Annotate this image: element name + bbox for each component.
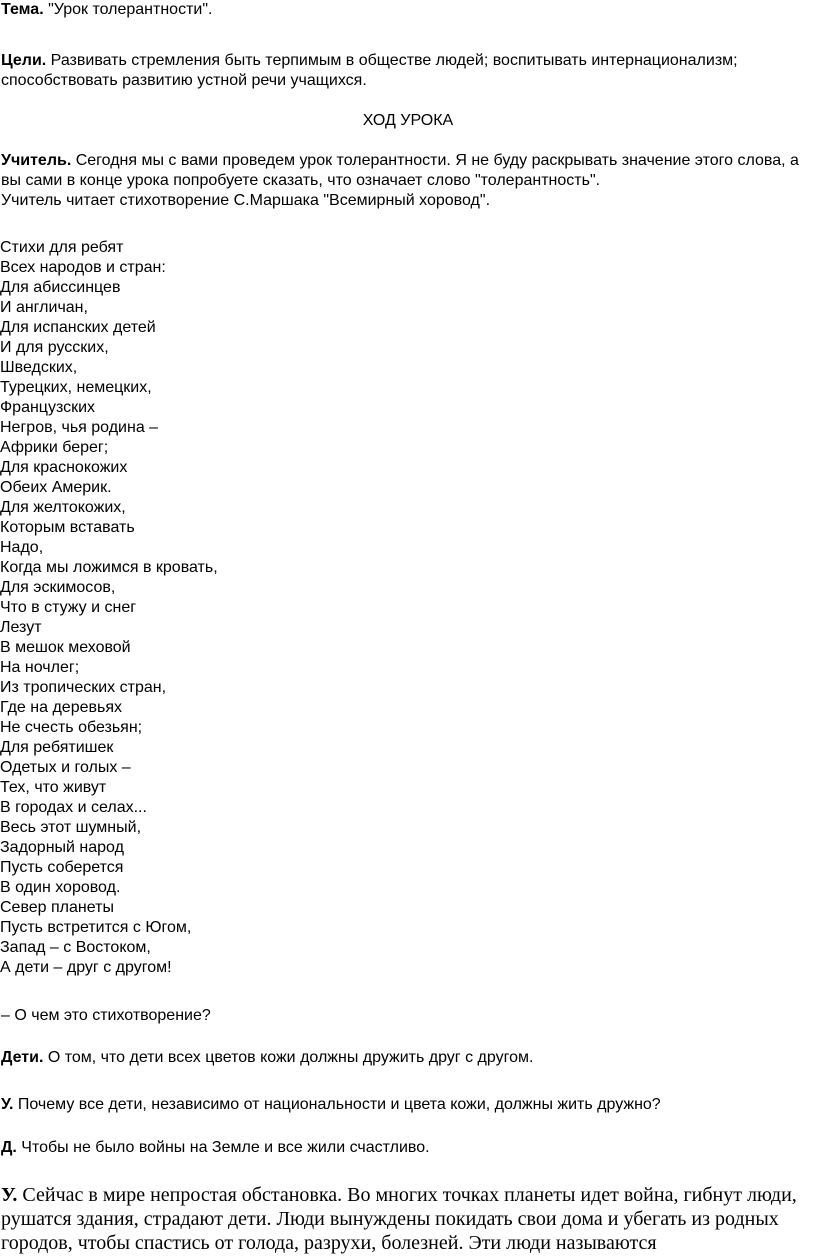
lesson-theme xyxy=(0,0,812,20)
poem-line: Обеих Америк. xyxy=(0,479,112,496)
poem-line: Стихи для ребят xyxy=(0,239,124,256)
poem-line: Для испанских детей xyxy=(0,319,156,336)
poem-line: А дети – друг с другом! xyxy=(0,959,172,976)
children-answer-2 xyxy=(0,1138,812,1158)
poem-line: Всех народов и стран: xyxy=(0,259,166,276)
teacher-final-label: У. xyxy=(1,1184,18,1206)
poem-line: Африки берег; xyxy=(0,439,109,456)
poem-line: Не счесть обезьян; xyxy=(0,719,143,736)
poem-line: Для ребятишек xyxy=(0,739,114,756)
poem-line: Лезут xyxy=(0,619,42,636)
teacher-question-2-text: Почему все дети, независимо от национальности и цвета кожи, должны жить дружно? xyxy=(13,1096,661,1113)
teacher-intro-paragraph xyxy=(0,151,812,191)
lesson-theme-paragraph xyxy=(0,0,812,20)
poem-line: Из тропических стран, xyxy=(0,679,167,696)
teacher-label: Учитель. xyxy=(1,152,72,169)
poem xyxy=(0,238,812,978)
theme-text: "Урок толерантности". xyxy=(43,1,213,18)
poem-line: В городах и селах... xyxy=(0,799,147,816)
poem-line: Одетых и голых – xyxy=(0,759,131,776)
lesson-goals xyxy=(0,51,812,91)
teacher-short-label: У. xyxy=(1,1096,14,1113)
discussion-question xyxy=(0,1006,812,1026)
children-answer-2-paragraph xyxy=(0,1138,812,1158)
teacher-final-text: Сейчас в мире непростая обстановка. Во многих точках планеты идет война, гибнут люди, рушатся здания, страдают дети. Люди вынуждены покидать свои дома и убегать из родных городов, чтобы спастись от голода, разрухи, болезней. Эти люди называются xyxy=(1,1184,797,1254)
poem-line: Турецких, немецких, xyxy=(0,379,152,396)
poem-line: В мешок меховой xyxy=(0,639,131,656)
children-short-label: Д. xyxy=(1,1139,17,1156)
poem-line: Пусть соберется xyxy=(0,859,124,876)
poem-line: Для желтокожих, xyxy=(0,499,126,516)
teacher-question-2 xyxy=(0,1095,812,1115)
poem-line: Север планеты xyxy=(0,899,114,916)
poem-line: Французских xyxy=(0,399,96,416)
poem-line: Запад – с Востоком, xyxy=(0,939,151,956)
children-label: Дети. xyxy=(1,1049,44,1066)
poem-line: Надо, xyxy=(0,539,44,556)
children-answer-paragraph xyxy=(0,1048,812,1068)
poem-line: И для русских, xyxy=(0,339,109,356)
poem-line: Негров, чья родина – xyxy=(0,419,159,436)
poem-line: Что в стужу и снег xyxy=(0,599,137,616)
poem-line: Когда мы ложимся в кровать, xyxy=(0,559,218,576)
lesson-goals-paragraph xyxy=(0,51,812,91)
poem-line: Для краснокожих xyxy=(0,459,128,476)
poem-line: Тех, что живут xyxy=(0,779,107,796)
lesson-progress-heading: ХОД УРОКА xyxy=(362,112,454,129)
teacher-final-paragraph xyxy=(0,1183,812,1255)
poem-line: Задорный народ xyxy=(0,839,124,856)
poem-line: Для абиссинцев xyxy=(0,279,121,296)
goals-label: Цели. xyxy=(1,52,47,69)
children-answer xyxy=(0,1048,812,1068)
goals-text: Развивать стремления быть терпимым в обществе людей; воспитывать интернационализм; способствовать развитию устной речи учащихся. xyxy=(1,52,738,89)
theme-label: Тема. xyxy=(1,1,44,18)
children-answer-2-text: Чтобы не было войны на Земле и все жили счастливо. xyxy=(16,1139,430,1156)
poem-line: Пусть встретится с Югом, xyxy=(0,919,192,936)
poem-line: На ночлег; xyxy=(0,659,80,676)
question-text: – О чем это стихотворение? xyxy=(1,1007,211,1024)
poem-line: Весь этот шумный, xyxy=(0,819,142,836)
poem-line: Которым вставать xyxy=(0,519,135,536)
teacher-intro-text: Сегодня мы с вами проведем урок толерантности. Я не буду раскрывать значение этого слова, а вы сами в конце урока попробуете сказать, что означает слово "толерантность". xyxy=(1,152,799,189)
poem-line: И англичан, xyxy=(0,299,88,316)
teacher-reading-note: Учитель читает стихотворение С.Маршака "Всемирный хоровод". xyxy=(1,192,491,209)
poem-line: Для эскимосов, xyxy=(0,579,116,596)
poem-line: Шведских, xyxy=(0,359,78,376)
teacher-final-remark xyxy=(0,1183,812,1255)
children-answer-text: О том, что дети всех цветов кожи должны дружить друг с другом. xyxy=(43,1049,534,1066)
teacher-intro xyxy=(0,151,812,211)
poem-line: Где на деревьях xyxy=(0,699,122,716)
teacher-question-2-paragraph xyxy=(0,1095,812,1115)
poem-line: В один хоровод. xyxy=(0,879,121,896)
